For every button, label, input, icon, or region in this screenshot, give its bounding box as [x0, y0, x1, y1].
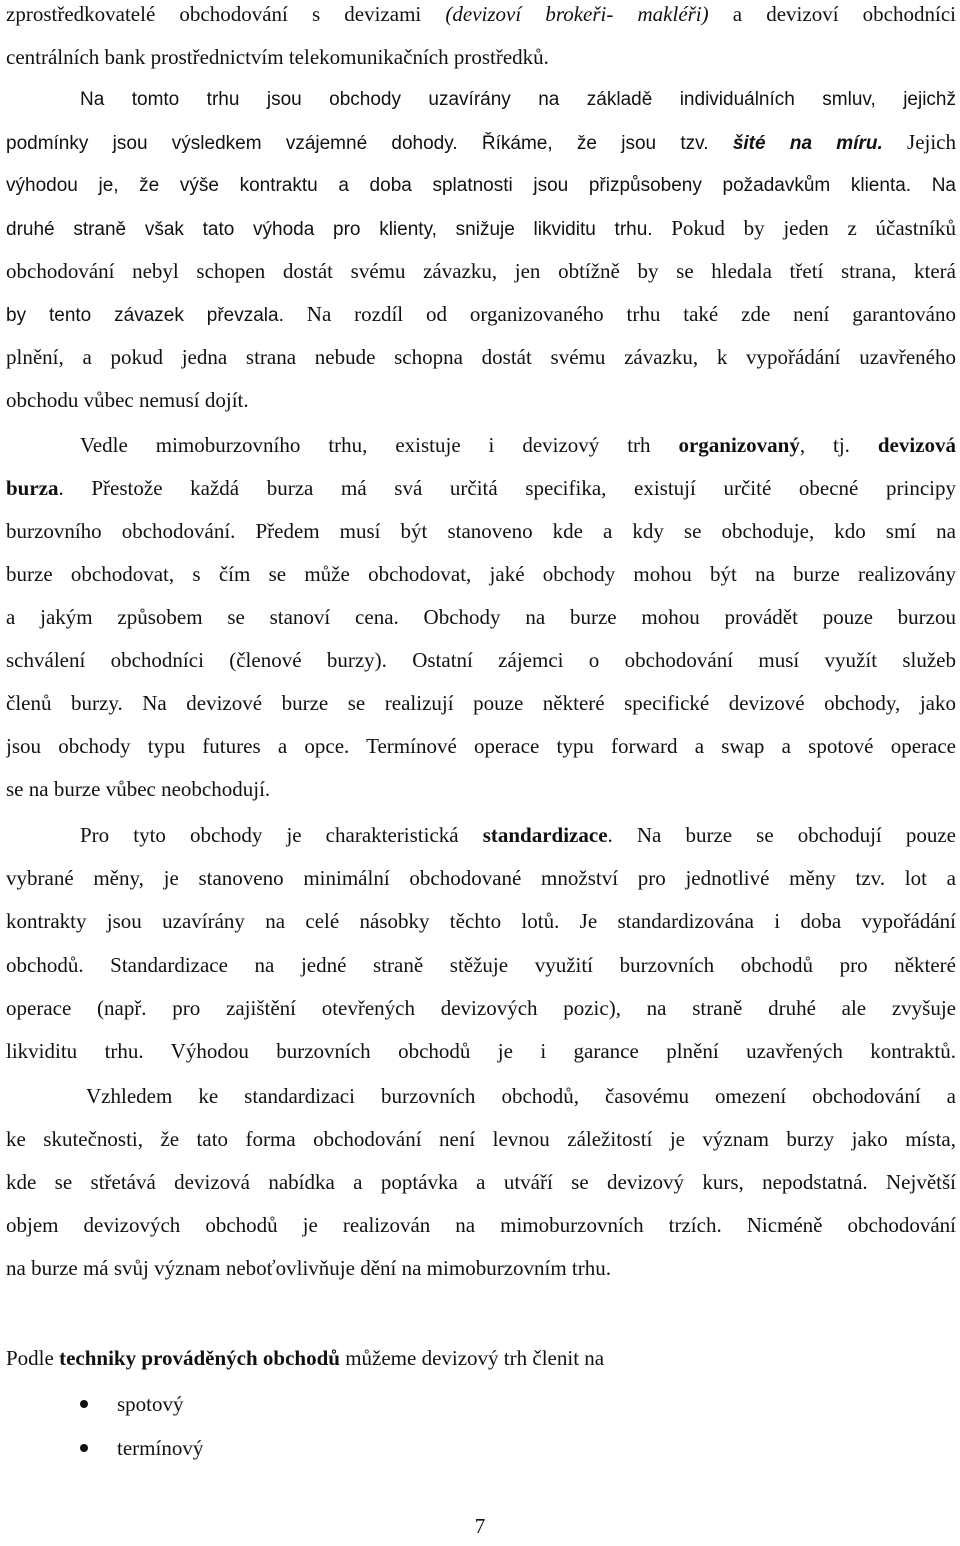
text-line: obchodování nebyl schopen dostát svému závazku, jen obtížně by se hledala třetí strana, která: [6, 259, 956, 283]
text-line: schválení obchodníci (členové burzy). Ostatní zájemci o obchodování musí využít služeb: [6, 648, 956, 672]
text-line: objem devizových obchodů je realizován na mimoburzovních trzích. Nicméně obchodování: [6, 1213, 956, 1237]
bullet-icon: [80, 1400, 88, 1408]
text-line: likviditu trhu. Výhodou burzovních obchodů je i garance plnění uzavřených kontraktů.: [6, 1039, 956, 1063]
text-line: druhé straně však tato výhoda pro klienty, snižuje likviditu trhu. Pokud by jeden z účastníků: [6, 216, 956, 240]
text-line: Vzhledem ke standardizaci burzovních obchodů, časovému omezení obchodování a: [86, 1084, 956, 1108]
text-line: obchodu vůbec nemusí dojít.: [6, 388, 249, 412]
text-line: ke skutečnosti, že tato forma obchodování není levnou záležitostí je význam burzy jako místa,: [6, 1127, 956, 1151]
text-line: burza. Přestože každá burza má svá určitá specifika, existují určité obecné principy: [6, 476, 956, 500]
list-item-label: spotový: [117, 1392, 184, 1416]
text-line: Na tomto trhu jsou obchody uzavírány na základě individuálních smluv, jejichž: [80, 89, 956, 110]
text-line: operace (např. pro zajištění otevřených devizových pozic), na straně druhé ale zvyšuje: [6, 996, 956, 1020]
text-line: Pro tyto obchody je charakteristická standardizace. Na burze se obchodují pouze: [80, 823, 956, 847]
text-line: Vedle mimoburzovního trhu, existuje i devizový trh organizovaný, tj. devizová: [80, 433, 956, 457]
text-line: na burze má svůj význam neboťovlivňuje dění na mimoburzovním trhu.: [6, 1256, 612, 1280]
text-line: plnění, a pokud jedna strana nebude schopna dostát svému závazku, k vypořádání uzavřeného: [6, 345, 956, 369]
text-line: kontrakty jsou uzavírány na celé násobky těchto lotů. Je standardizována i doba vypořádání: [6, 909, 956, 933]
text-line: centrálních bank prostřednictvím telekomunikačních prostředků.: [6, 45, 549, 69]
text-line: podmínky jsou výsledkem vzájemné dohody. Říkáme, že jsou tzv. šité na míru. Jejich: [6, 130, 956, 154]
text-line: burzovního obchodování. Předem musí být stanoveno kde a kdy se obchoduje, kdo smí na: [6, 519, 956, 543]
text-line: Podle techniky prováděných obchodů můžeme devizový trh členit na: [6, 1346, 605, 1370]
text-line: a jakým způsobem se stanoví cena. Obchody na burze mohou provádět pouze burzou: [6, 605, 956, 629]
text-line: se na burze vůbec neobchodují.: [6, 777, 271, 801]
text-line: obchodů. Standardizace na jedné straně stěžuje využití burzovních obchodů pro některé: [6, 953, 956, 977]
bullet-icon: [80, 1444, 88, 1452]
text-line: výhodou je, že výše kontraktu a doba splatnosti jsou přizpůsobeny požadavkům klienta. Na: [6, 175, 956, 196]
text-line: členů burzy. Na devizové burze se realizují pouze některé specifické devizové obchody, jako: [6, 691, 956, 715]
text-line: by tento závazek převzala. Na rozdíl od organizovaného trhu také zde není garantováno: [6, 302, 956, 326]
list-item-label: termínový: [117, 1436, 204, 1460]
page-number: 7: [474, 1514, 486, 1538]
text-line: jsou obchody typu futures a opce. Termínové operace typu forward a swap a spotové operace: [6, 734, 956, 758]
text-line: burze obchodovat, s čím se může obchodovat, jaké obchody mohou být na burze realizovány: [6, 562, 956, 586]
text-line: vybrané měny, je stanoveno minimální obchodované množství pro jednotlivé měny tzv. lot a: [6, 866, 956, 890]
text-line: kde se střetává devizová nabídka a poptávka a utváří se devizový kurs, nepodstatná. Největší: [6, 1170, 956, 1194]
text-line: zprostředkovatelé obchodování s devizami (devizoví brokeři- makléři) a devizoví obchodníci: [6, 2, 956, 26]
